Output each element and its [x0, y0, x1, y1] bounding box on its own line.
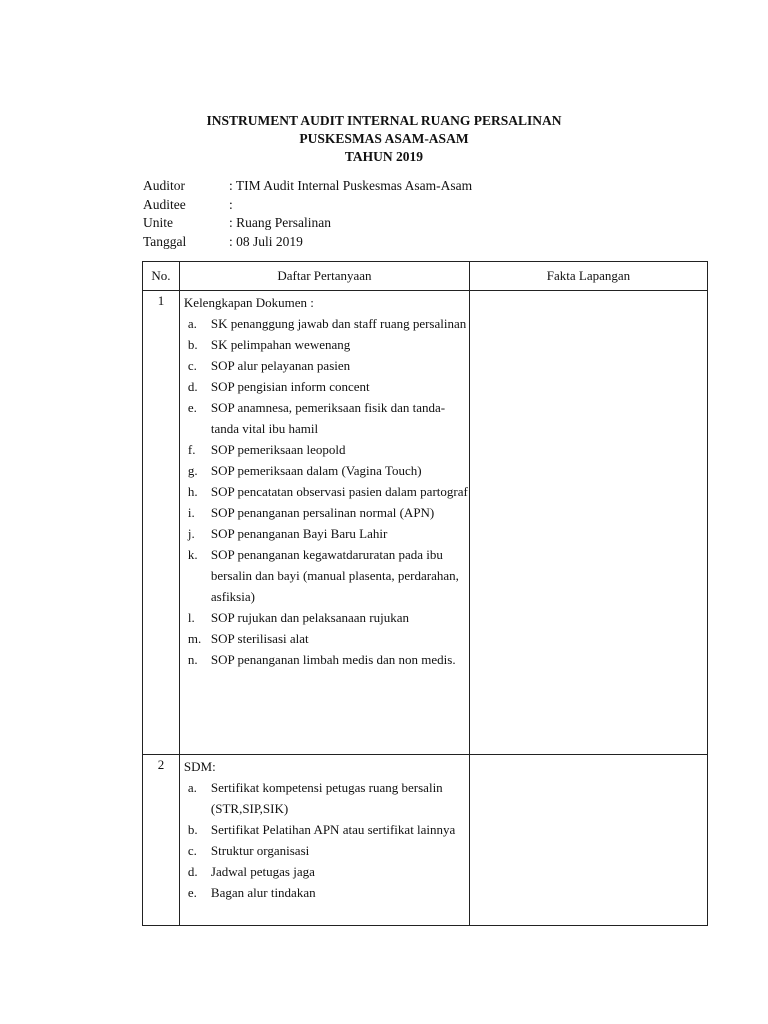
title-line-1: INSTRUMENT AUDIT INTERNAL RUANG PERSALINAN	[206, 113, 562, 128]
item-marker: k.	[187, 547, 198, 562]
item-marker: c.	[187, 843, 197, 858]
header-question: Daftar Pertanyaan	[179, 262, 469, 291]
list-item	[180, 649, 469, 670]
list-item	[180, 882, 469, 903]
list-item	[180, 355, 469, 376]
question-cell	[179, 291, 469, 755]
item-marker: i.	[187, 505, 195, 520]
item-text: Bagan alur tindakan	[210, 885, 316, 900]
item-text: SOP rujukan dan pelaksanaan rujukan	[210, 610, 409, 625]
checklist	[180, 776, 469, 905]
list-item	[180, 334, 469, 355]
list-item	[180, 777, 469, 819]
document-title	[0, 112, 768, 166]
item-marker: m.	[187, 631, 202, 646]
table-header-row	[143, 262, 708, 291]
item-text: SOP anamnesa, pemeriksaan fisik dan tanda-tanda vital ibu hamil	[210, 400, 446, 436]
list-item	[180, 313, 469, 334]
title-line-2: PUSKESMAS ASAM-ASAM	[299, 131, 469, 146]
item-marker: h.	[187, 484, 198, 499]
item-marker: g.	[187, 463, 198, 478]
list-item	[180, 819, 469, 840]
list-item	[180, 481, 469, 502]
item-marker: l.	[187, 610, 195, 625]
meta-label: Auditee	[143, 196, 186, 212]
item-text: SOP alur pelayanan pasien	[210, 358, 351, 373]
header-fact: Fakta Lapangan	[470, 262, 708, 291]
item-marker: e.	[187, 885, 197, 900]
audit-table	[142, 261, 708, 926]
section-title: Kelengkapan Dokumen :	[183, 295, 314, 310]
item-text: SOP sterilisasi alat	[210, 631, 309, 646]
item-text: SOP penanganan persalinan normal (APN)	[210, 505, 435, 520]
list-item	[180, 439, 469, 460]
meta-value: : 08 Juli 2019	[229, 233, 303, 249]
item-text: SOP penanganan limbah medis dan non medis.	[210, 652, 456, 667]
item-marker: j.	[187, 526, 195, 541]
item-text: SOP pemeriksaan leopold	[210, 442, 346, 457]
item-text: SOP pencatatan observasi pasien dalam partograf	[210, 484, 468, 499]
meta-label: Tanggal	[143, 233, 187, 249]
list-item	[180, 460, 469, 481]
item-text: Jadwal petugas jaga	[210, 864, 315, 879]
item-marker: n.	[187, 652, 198, 667]
item-marker: d.	[187, 379, 198, 394]
item-marker: a.	[187, 316, 197, 331]
item-text: SOP pemeriksaan dalam (Vagina Touch)	[210, 463, 422, 478]
meta-label: Unite	[143, 215, 173, 230]
item-text: SOP penanganan Bayi Baru Lahir	[210, 526, 388, 541]
item-text: SK penanggung jawab dan staff ruang persalinan	[210, 316, 467, 331]
item-marker: e.	[187, 400, 197, 415]
section-title: SDM:	[183, 759, 216, 774]
list-item	[180, 861, 469, 882]
item-marker: a.	[187, 780, 197, 795]
list-item	[180, 607, 469, 628]
item-text: Sertifikat Pelatihan APN atau sertifikat lainnya	[210, 822, 456, 837]
item-text: SK pelimpahan wewenang	[210, 337, 351, 352]
item-text: SOP penanganan kegawatdaruratan pada ibu bersalin dan bayi (manual plasenta, perdarahan, asfiksia)	[210, 547, 459, 604]
list-item	[180, 544, 469, 607]
meta-unite	[143, 214, 472, 233]
item-marker: b.	[187, 337, 198, 352]
table-body	[143, 291, 708, 926]
item-marker: b.	[187, 822, 198, 837]
row-number: 1	[143, 291, 180, 755]
meta-auditor	[143, 177, 472, 196]
table-row	[143, 755, 708, 926]
table-row	[143, 291, 708, 755]
item-marker: f.	[187, 442, 196, 457]
audit-meta	[143, 177, 472, 251]
checklist	[180, 312, 469, 672]
title-line-3: TAHUN 2019	[344, 149, 424, 164]
list-item	[180, 628, 469, 649]
row-number: 2	[143, 755, 180, 926]
meta-value: : Ruang Persalinan	[229, 215, 331, 230]
header-no: No.	[143, 262, 180, 291]
list-item	[180, 376, 469, 397]
list-item	[180, 502, 469, 523]
list-item	[180, 523, 469, 544]
item-text: Struktur organisasi	[210, 843, 310, 858]
item-marker: c.	[187, 358, 197, 373]
fact-cell[interactable]	[470, 755, 708, 926]
item-marker: d.	[187, 864, 198, 879]
meta-value: : TIM Audit Internal Puskesmas Asam-Asam	[229, 178, 473, 193]
question-cell	[179, 755, 469, 926]
meta-value: :	[229, 196, 233, 212]
item-text: SOP pengisian inform concent	[210, 379, 370, 394]
item-text: Sertifikat kompetensi petugas ruang bersalin (STR,SIP,SIK)	[210, 780, 443, 816]
list-item	[180, 397, 469, 439]
list-item	[180, 840, 469, 861]
fact-cell[interactable]	[470, 291, 708, 755]
meta-tanggal	[143, 233, 472, 252]
meta-label: Auditor	[143, 178, 185, 193]
meta-auditee	[143, 196, 472, 215]
